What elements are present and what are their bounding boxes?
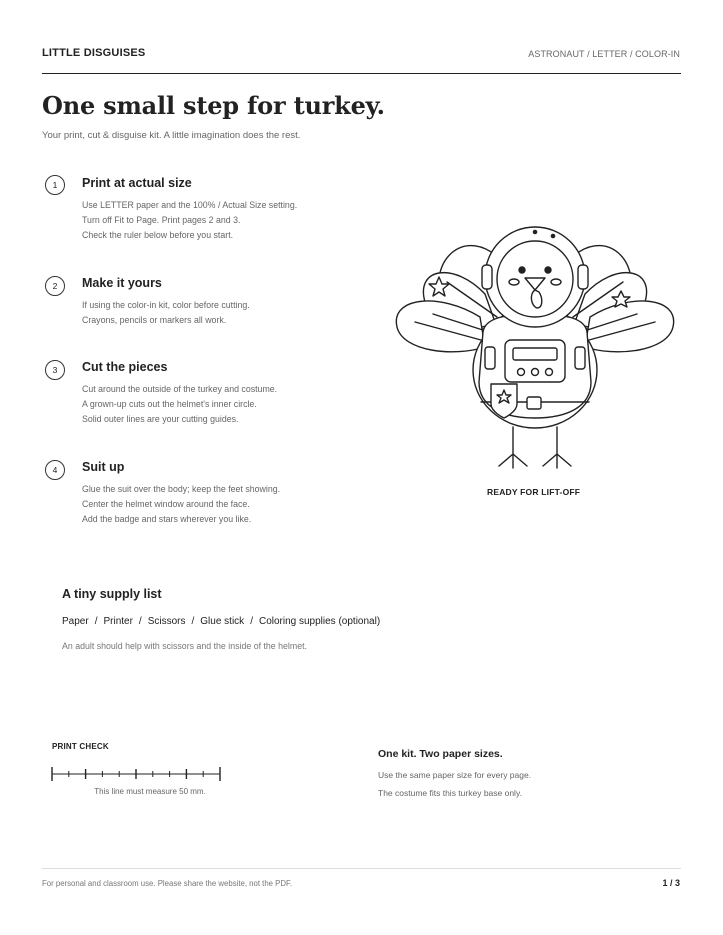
belt-buckle: [527, 397, 541, 409]
supply-separator: /: [250, 616, 253, 627]
turkey-wattle: [531, 290, 541, 308]
helmet-ear-right: [578, 265, 588, 289]
step-number-2: 2: [45, 276, 65, 296]
figure-caption: READY FOR LIFT-OFF: [487, 487, 581, 497]
panel-screen: [513, 348, 557, 360]
step-title-1: Print at actual size: [82, 176, 192, 190]
supply-item: Glue stick: [200, 616, 245, 627]
step-line: Solid outer lines are your cutting guides.: [82, 414, 239, 424]
step-line: Center the helmet window around the face.: [82, 499, 250, 509]
step-number-3: 3: [45, 360, 65, 380]
step-line: Use LETTER paper and the 100% / Actual Size setting.: [82, 200, 298, 210]
step-body-2: [82, 298, 250, 328]
turkey-eye: [519, 267, 525, 273]
supply-item: Scissors: [147, 616, 186, 627]
panel-button: [518, 369, 525, 376]
turkey-cheek: [509, 279, 519, 285]
header-divider: [42, 73, 681, 74]
turkey-leg: [499, 427, 527, 468]
brand-name: LITTLE DISGUISES: [42, 47, 146, 59]
helmet-ear-left: [482, 265, 492, 289]
ruler-note: This line must measure 50 mm.: [94, 787, 206, 796]
step-line: Turn off Fit to Page. Print pages 2 and 3.: [82, 215, 241, 225]
breadcrumb: ASTRONAUT / LETTER / COLOR-IN: [528, 49, 680, 59]
print-check-ruler: [50, 764, 224, 784]
helmet-rivet: [551, 234, 554, 237]
step-title-4: Suit up: [82, 460, 125, 474]
kit-title: One kit. Two paper sizes.: [378, 748, 503, 760]
kit-line: Use the same paper size for every page.: [378, 770, 532, 780]
step-body-3: [82, 382, 277, 427]
step-body-4: [82, 482, 280, 527]
step-line: Check the ruler below before you start.: [82, 230, 234, 240]
supply-separator: /: [191, 616, 195, 627]
supply-note: An adult should help with scissors and the inside of the helmet.: [62, 641, 307, 651]
step-line: If using the color-in kit, color before cutting.: [82, 300, 250, 310]
step-title-2: Make it yours: [82, 276, 162, 290]
astronaut-turkey-illustration: [385, 222, 685, 477]
step-line: Cut around the outside of the turkey and costume.: [82, 384, 278, 394]
step-line: Add the badge and stars wherever you like.: [82, 514, 252, 524]
footer-note: For personal and classroom use. Please share the website, not the PDF.: [42, 879, 293, 888]
step-line: Glue the suit over the body; keep the feet showing.: [82, 484, 281, 494]
step-number-4: 4: [45, 460, 65, 480]
footer-divider: [42, 868, 681, 869]
turkey-cheek: [551, 279, 561, 285]
supply-item: Paper: [62, 616, 89, 627]
step-number-1: 1: [45, 175, 65, 195]
supply-separator: /: [138, 616, 142, 627]
kit-line: The costume fits this turkey base only.: [378, 788, 522, 798]
supply-separator: /: [94, 616, 98, 627]
step-line: A grown-up cuts out the helmet's inner circle.: [82, 399, 257, 409]
supply-item: Printer: [103, 616, 133, 627]
panel-button: [546, 369, 553, 376]
turkey-eye: [545, 267, 551, 273]
supply-item: Coloring supplies (optional): [258, 616, 381, 627]
suit-pocket: [575, 347, 585, 369]
step-body-1: [82, 198, 297, 243]
page-subtitle: Your print, cut & disguise kit. A little imagination does the rest.: [42, 130, 301, 141]
page-number: 1 / 3: [662, 878, 680, 888]
turkey-leg: [543, 427, 571, 468]
supply-list-title: A tiny supply list: [62, 587, 162, 601]
supply-list: [62, 616, 380, 627]
print-check-label: PRINT CHECK: [52, 742, 109, 751]
step-title-3: Cut the pieces: [82, 360, 168, 374]
panel-button: [532, 369, 539, 376]
suit-pocket: [485, 347, 495, 369]
helmet-rivet: [533, 230, 536, 233]
page-title: One small step for turkey.: [42, 91, 385, 120]
step-line: Crayons, pencils or markers all work.: [82, 315, 227, 325]
